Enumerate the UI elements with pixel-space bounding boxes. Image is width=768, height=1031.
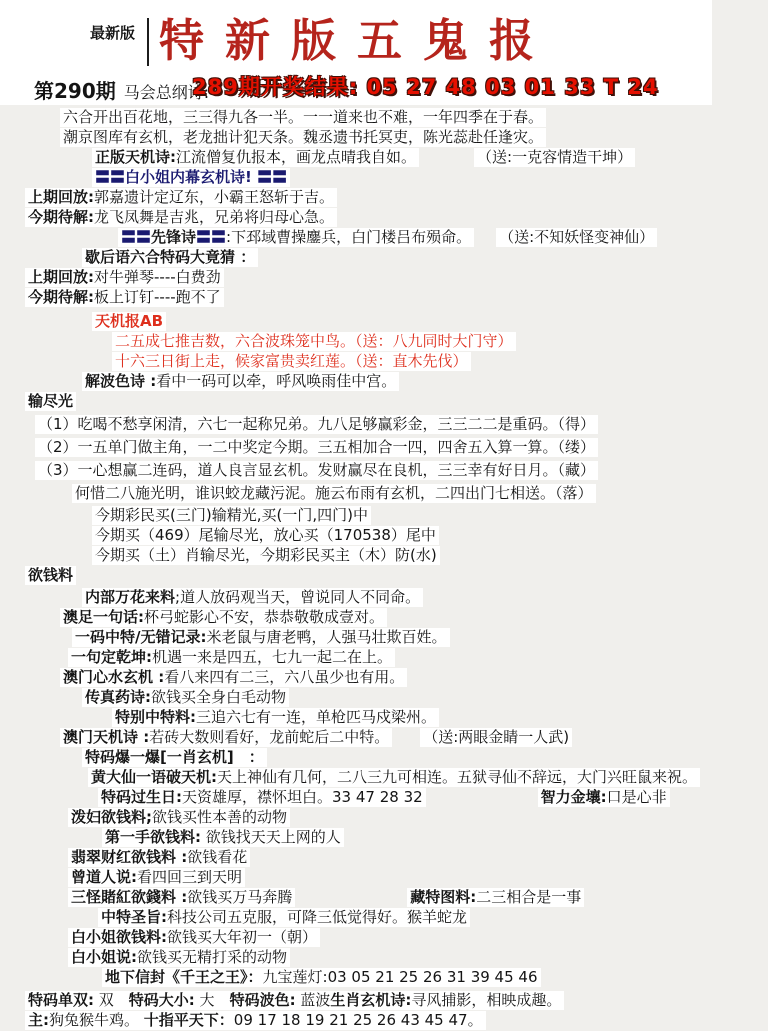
text-strip (60, 108, 546, 127)
text-line (0, 628, 768, 648)
spacer (295, 901, 407, 902)
text-strip (25, 991, 564, 1010)
text-segment: 欲钱买大年初一（朝） (167, 928, 318, 946)
text-line (0, 268, 768, 288)
text-segment: 传真药诗: (85, 688, 151, 706)
text-segment: 蓝波 (295, 991, 331, 1009)
text-segment: 潮京图库有玄机，老龙拙计犯天条。魏丞遗书托冥吏，陈光蕊赴任逢灾。 (63, 128, 544, 146)
text-strip (68, 648, 395, 667)
text-strip (25, 188, 337, 207)
text-line (0, 608, 768, 628)
text-line (0, 108, 768, 128)
text-line (0, 648, 768, 668)
text-strip (112, 708, 439, 727)
text-strip (538, 788, 670, 807)
text-segment: 解波色诗 : (85, 372, 157, 390)
text-line (0, 288, 768, 308)
text-line (0, 848, 768, 868)
text-segment: 〓〓 (121, 228, 152, 246)
text-strip (68, 808, 290, 827)
masthead-row (0, 4, 712, 69)
text-strip (25, 566, 76, 585)
text-segment: 看四回三到天明 (137, 868, 243, 886)
text-strip (496, 228, 657, 247)
text-segment: 双 (94, 991, 129, 1009)
text-segment: 特码波色: (229, 991, 296, 1009)
text-segment: 今期待解: (28, 208, 94, 226)
text-segment: 今期买（469）尾输尽光，放心买（170538）尾中 (95, 526, 436, 544)
text-strip (72, 484, 596, 503)
text-segment: 江流僧复仇报本，画龙点晴我自如。 (176, 148, 417, 166)
text-segment: 龙飞凤舞是吉兆，兄弟将归母心急。 (94, 208, 335, 226)
text-strip (25, 268, 224, 287)
text-segment: 对牛弹琴----白费劲 (94, 268, 221, 286)
text-strip (407, 888, 584, 907)
text-segment: 输尽光 (28, 392, 74, 410)
text-line (0, 128, 768, 148)
text-segment: 三追六七有一连，单枪匹马戍梁州。 (196, 708, 437, 726)
page-title: 特新版五鬼报 (159, 14, 556, 67)
text-line (0, 461, 768, 481)
text-segment: 特码过生日: (101, 788, 182, 806)
text-segment: （送:一克容情造干坤） (477, 148, 633, 166)
text-strip (60, 728, 392, 747)
text-strip (35, 415, 598, 434)
text-segment: 藏特图料: (410, 888, 477, 906)
text-segment: 正版天机诗: (95, 148, 176, 166)
text-segment: 特别中特料: (115, 708, 196, 726)
text-line (0, 828, 768, 848)
text-strip (112, 332, 516, 351)
guide-label: 马会总纲诗: (123, 83, 210, 102)
text-strip (25, 392, 76, 411)
text-segment: 机遇一来是四五，七九一起二在上。 (152, 648, 393, 666)
text-segment: （3）一心想赢二连码，道人良言显玄机。发财赢尽在良机，三三幸有好日月。（藏） (38, 461, 596, 479)
text-strip (25, 288, 224, 307)
text-line (0, 588, 768, 608)
text-line (0, 668, 768, 688)
text-strip (92, 506, 371, 525)
text-segment: 白小姐说: (71, 948, 137, 966)
text-segment: 何惜二八施光明，谁识蛟龙藏污泥。施云布雨有玄机，二四出门七相送。（落） (75, 484, 593, 502)
text-segment: 十六三日街上走，候家富贵卖红莲。（送：直木先伐） (115, 352, 468, 370)
text-segment: 六合开出百花地，三三得九各一半。一一道来也不难，一年四季在于春。 (63, 108, 544, 126)
text-strip (35, 438, 598, 457)
text-line (0, 948, 768, 968)
text-segment: 杯弓蛇影心不安，恭恭敬敬成壹对。 (144, 608, 385, 626)
text-segment: 内部万花来料 (85, 588, 176, 606)
text-strip (68, 848, 250, 867)
text-line (0, 248, 768, 268)
text-segment: 十指平天下： (143, 1011, 234, 1029)
text-segment: 特码大小: (128, 991, 195, 1009)
text-segment: 今期买（土）肖输尽光，今期彩民买主（木）防(水) (95, 546, 437, 564)
text-line (0, 808, 768, 828)
content-lines (0, 105, 768, 1031)
text-strip (72, 628, 450, 647)
text-strip (88, 768, 700, 787)
text-segment: 澳门天机诗 : (63, 728, 150, 746)
text-strip (102, 828, 344, 847)
text-line (0, 372, 768, 392)
text-line (0, 208, 768, 228)
text-segment: 智力金壤: (540, 788, 607, 806)
text-line (0, 728, 768, 748)
text-strip (92, 312, 166, 331)
text-line (0, 888, 768, 908)
text-segment: 特码爆一爆[一肖玄机] ： (85, 748, 264, 766)
text-line (0, 566, 768, 586)
text-line (0, 168, 768, 188)
text-segment: 一句定乾坤: (71, 648, 152, 666)
text-segment: （送:不知妖怪变神仙） (499, 228, 655, 246)
text-line (0, 392, 768, 412)
text-line (0, 768, 768, 788)
text-segment: 板上订钉----跑不了 (94, 288, 221, 306)
text-segment: 二五成七推吉数，六合波珠笼中鸟。（送：八九同时大门守） (115, 332, 513, 350)
text-strip (98, 908, 470, 927)
masthead-divider (147, 18, 149, 66)
text-segment: （送:两眼金睛一人武) (423, 728, 570, 746)
text-segment: 生肖玄机诗: (330, 991, 412, 1009)
text-strip (68, 868, 245, 887)
text-segment: 09 17 18 19 21 25 26 43 45 47。 (233, 1011, 483, 1029)
text-strip (82, 748, 267, 767)
text-strip (420, 728, 572, 747)
text-line (0, 438, 768, 458)
text-line (0, 526, 768, 546)
text-strip (98, 788, 426, 807)
text-line (0, 708, 768, 728)
text-segment: 先锋诗 (151, 228, 197, 246)
text-line (0, 312, 768, 332)
text-segment: 曾道人说: (71, 868, 137, 886)
text-strip (92, 546, 440, 565)
text-segment: 欲钱找天天上网的人 (201, 828, 341, 846)
spacer (392, 741, 420, 742)
text-segment: 欲钱料 (28, 566, 74, 584)
text-segment: 若砖大数则看好，龙前蛇后二中特。 (149, 728, 390, 746)
text-segment: 上期回放: (28, 188, 94, 206)
text-segment: 科技公司五克服，可降三低觉得好。猴羊蛇龙 (167, 908, 468, 926)
text-segment: 天上神仙有几何，二八三九可相连。五狱寻仙不辞远，大门兴旺鼠来祝。 (217, 768, 698, 786)
text-segment: 郭嘉遗计定辽东，小霸王怒斩于吉。 (94, 188, 335, 206)
text-segment: 黄大仙一语破天机: (91, 768, 217, 786)
text-strip (102, 968, 541, 987)
text-strip (118, 228, 474, 247)
text-segment: 狗兔猴牛鸡。 (49, 1011, 144, 1029)
text-segment: 二三相合是一事 (476, 888, 582, 906)
text-segment: 一码中特/无错记录: (75, 628, 207, 646)
text-segment: 大 (194, 991, 230, 1009)
spacer (474, 241, 496, 242)
text-line (0, 188, 768, 208)
text-strip (68, 948, 290, 967)
text-segment: （1）吃喝不愁享闲清，六七一起称兄弟。九八足够赢彩金，三三二二是重码。（得） (38, 415, 596, 433)
text-line (0, 748, 768, 768)
text-line (0, 352, 768, 372)
text-segment: 欲钱看花 (187, 848, 248, 866)
text-segment: 欲钱买性本善的动物 (152, 808, 288, 826)
text-strip (60, 128, 546, 147)
text-strip (112, 352, 471, 371)
text-strip (60, 668, 407, 687)
text-segment: :下邳域曹操鏖兵，白门楼吕布殒命。 (226, 228, 472, 246)
text-strip (92, 148, 419, 167)
text-segment: 中特圣旨: (101, 908, 167, 926)
text-segment: 第一手欲钱料: (105, 828, 201, 846)
text-segment: 翡翠财红欲钱料 : (71, 848, 188, 866)
text-strip (82, 248, 258, 267)
text-segment: 澳门心水玄机 : (63, 668, 165, 686)
text-segment: 口是心非 (606, 788, 667, 806)
text-segment: 天机报AB (95, 312, 164, 330)
text-segment: 特码单双: (28, 991, 94, 1009)
text-segment: 欲钱买万马奔腾 (187, 888, 293, 906)
text-strip (25, 208, 337, 227)
text-segment: 澳足一句话: (63, 608, 144, 626)
text-segment: 上期回放: (28, 268, 94, 286)
text-strip (82, 688, 289, 707)
text-segment: 今期待解: (28, 288, 94, 306)
text-line (0, 332, 768, 352)
text-segment: 〓〓白小姐内幕玄机诗! 〓〓 (95, 168, 288, 186)
text-line (0, 506, 768, 526)
issue-number: 第290期 (34, 79, 116, 103)
text-line (0, 1011, 768, 1031)
text-strip (92, 168, 290, 187)
text-segment: 地下信封《千王之王》： (105, 968, 263, 986)
text-segment: 三怪賭紅欲錢料 : (71, 888, 188, 906)
text-line (0, 688, 768, 708)
text-strip (82, 372, 399, 391)
text-segment: 泼妇欲钱料; (71, 808, 152, 826)
text-line (0, 991, 768, 1011)
text-segment: 看中一码可以牵，呼风唤雨佳中宫。 (156, 372, 397, 390)
text-line (0, 908, 768, 928)
text-segment: 歇后语六合特码大竟猜 ： (85, 248, 256, 266)
text-line (0, 415, 768, 435)
text-strip (92, 526, 439, 545)
text-strip (474, 148, 635, 167)
text-segment: 白小姐欲钱料: (71, 928, 167, 946)
text-segment: 九宝莲灯:03 05 21 25 26 31 39 45 46 (262, 968, 538, 986)
text-segment: 天资雄厚，襟怀坦白。33 47 28 32 (182, 788, 423, 806)
text-line (0, 928, 768, 948)
text-line (0, 868, 768, 888)
text-strip (68, 928, 320, 947)
text-line (0, 484, 768, 504)
text-segment: 看八来四有二三，六八虽少也有用。 (164, 668, 405, 686)
text-line (0, 788, 768, 808)
text-segment: 欲钱买全身白毛动物 (151, 688, 287, 706)
text-strip (25, 1011, 486, 1030)
spacer (426, 801, 538, 802)
text-line (0, 546, 768, 566)
text-segment: 寻风捕影，相映成趣。 (411, 991, 562, 1009)
text-segment: 今期彩民买(三门)输精光,买(一门,四门)中 (95, 506, 368, 524)
text-segment: 米老鼠与唐老鸭，人强马壮欺百姓。 (206, 628, 447, 646)
text-segment: 〓〓 (196, 228, 227, 246)
draw-result-overlay: 289期开奖结果: 05 27 48 03 01 33 T 24 (192, 75, 659, 99)
issue-row (0, 69, 712, 105)
text-segment: 主: (28, 1011, 49, 1029)
text-line (0, 148, 768, 168)
text-strip (35, 461, 598, 480)
edition-label: 最新版 (90, 24, 136, 42)
text-strip (82, 588, 423, 607)
masthead (0, 0, 712, 105)
text-strip (60, 608, 387, 627)
text-line (0, 968, 768, 988)
text-segment: （2）一五单门做主角，一二中奖定今期。三五相加合一四，四舍五入算一算。（缕） (38, 438, 596, 456)
text-strip (68, 888, 295, 907)
text-line (0, 228, 768, 248)
text-segment: 欲钱买无精打采的动物 (137, 948, 288, 966)
spacer (419, 161, 474, 162)
text-segment: ;道人放码观当天，曾说同人不同命。 (175, 588, 421, 606)
